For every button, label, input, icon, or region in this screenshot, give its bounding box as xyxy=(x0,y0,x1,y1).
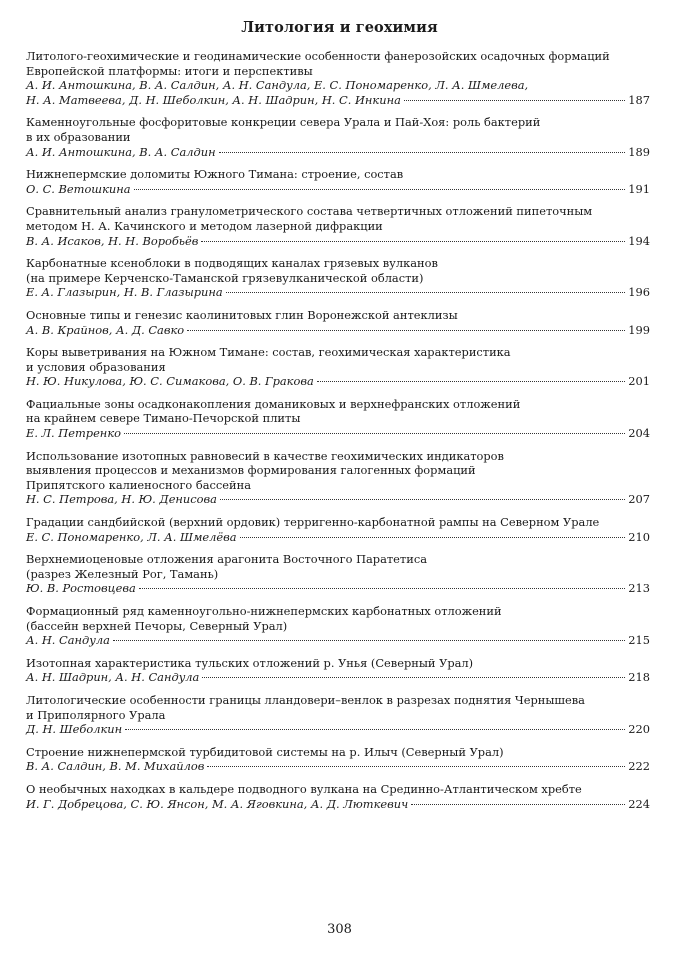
entry-page-number: 222 xyxy=(628,759,650,774)
entry-authors-row xyxy=(26,722,650,737)
toc-entry xyxy=(26,49,650,107)
entry-authors: А. Н. Шадрин, А. Н. Сандула xyxy=(26,670,200,685)
page-number: 308 xyxy=(327,922,352,937)
toc-entry xyxy=(26,345,650,389)
entry-authors-row xyxy=(26,93,650,108)
entry-authors: А. В. Крайнов, А. Д. Савко xyxy=(26,322,185,337)
entry-title-line: Европейской платформы: итоги и перспективы xyxy=(26,63,313,78)
entry-authors: Д. Н. Шеболкин xyxy=(26,722,123,737)
entry-authors-row xyxy=(26,426,650,441)
toc-entry xyxy=(26,656,650,685)
dot-leader xyxy=(125,729,625,730)
dot-leader xyxy=(187,330,625,331)
entry-title-line: (разрез Железный Рог, Тамань) xyxy=(26,566,219,581)
entry-page-number: 218 xyxy=(628,670,650,685)
entry-page-number: 194 xyxy=(628,233,650,248)
entry-title-line: и условия образования xyxy=(26,359,166,374)
entry-authors: Е. С. Пономаренко, Л. А. Шмелёва xyxy=(26,529,237,544)
entry-authors-row xyxy=(26,633,650,648)
entry-authors: В. А. Салдин, В. М. Михайлов xyxy=(26,759,205,774)
entry-authors-row xyxy=(26,670,650,685)
toc-entry xyxy=(26,308,650,337)
toc-entry xyxy=(26,782,650,811)
entry-page-number: 187 xyxy=(628,92,650,107)
entry-authors-row xyxy=(26,234,650,249)
entry-page-number: 220 xyxy=(628,722,650,737)
entry-authors-row xyxy=(26,797,650,812)
entry-page-number: 215 xyxy=(628,633,650,648)
entry-authors: И. Г. Добрецова, С. Ю. Янсон, М. А. Яговкина, А. Д. Люткевич xyxy=(26,796,409,811)
entry-authors: Н. А. Матвеева, Д. Н. Шеболкин, А. Н. Шадрин, Н. С. Инкина xyxy=(26,92,401,107)
entry-authors-line: А. И. Антошкина, В. А. Салдин, А. Н. Сандула, Е. С. Пономаренко, Л. А. Шмелева, xyxy=(26,78,529,93)
entry-title-line: Основные типы и генезис каолинитовых глин Воронежской антеклизы xyxy=(26,307,458,322)
entry-title-line: О необычных находках в кальдере подводного вулкана на Срединно-Атлантическом хребте xyxy=(26,781,582,796)
entry-title-line: Верхнемиоценовые отложения арагонита Восточного Паратетиса xyxy=(26,552,427,567)
entry-authors-row xyxy=(26,374,650,389)
entry-authors-row xyxy=(26,759,650,774)
entry-title-line: Строение нижнепермской турбидитовой системы на р. Илыч (Северный Урал) xyxy=(26,744,504,759)
entry-title-line: (на примере Керченско-Таманской грязевулканической области) xyxy=(26,270,424,285)
entry-title-line: методом Н. А. Качинского и методом лазерной дифракции xyxy=(26,218,383,233)
entry-authors: Ю. В. Ростовцева xyxy=(26,581,136,596)
entry-page-number: 213 xyxy=(628,581,650,596)
entry-authors: А. Н. Сандула xyxy=(26,633,110,648)
entry-title-line: Карбонатные ксеноблоки в подводящих каналах грязевых вулканов xyxy=(26,256,438,271)
entry-authors-row xyxy=(26,492,650,507)
toc-entry xyxy=(26,256,650,300)
entry-authors: Е. А. Глазырин, Н. В. Глазырина xyxy=(26,285,223,300)
entry-authors: Н. С. Петрова, Н. Ю. Денисова xyxy=(26,492,217,507)
entry-page-number: 210 xyxy=(628,529,650,544)
dot-leader xyxy=(220,499,625,500)
entry-page-number: 204 xyxy=(628,426,650,441)
toc-entry xyxy=(26,745,650,774)
dot-leader xyxy=(124,433,625,434)
dot-leader xyxy=(411,804,625,805)
entry-authors-row xyxy=(26,145,650,160)
entry-title-line: Нижнепермские доломиты Южного Тимана: строение, состав xyxy=(26,167,404,182)
entry-page-number: 207 xyxy=(628,492,650,507)
entry-title-line: выявления процессов и механизмов формирования галогенных формаций xyxy=(26,463,476,478)
toc-entry xyxy=(26,449,650,507)
entry-title-line: в их образовании xyxy=(26,129,131,144)
toc-entry xyxy=(26,604,650,648)
entry-authors: А. И. Антошкина, В. А. Салдин xyxy=(26,144,216,159)
dot-leader xyxy=(226,292,626,293)
entry-title-line: Литологические особенности границы лландовери–венлок в разрезах поднятия Чернышева xyxy=(26,692,585,707)
section-title: Литология и геохимия xyxy=(241,19,438,36)
toc-entry xyxy=(26,515,650,544)
entry-authors: Н. Ю. Никулова, Ю. С. Симакова, О. В. Гракова xyxy=(26,374,314,389)
entry-page-number: 196 xyxy=(628,285,650,300)
toc-entry xyxy=(26,115,650,159)
toc-entry xyxy=(26,552,650,596)
dot-leader xyxy=(201,241,625,242)
entry-title-line: Использование изотопных равновесий в качестве геохимических индикаторов xyxy=(26,448,504,463)
entry-title-line: Литолого-геохимические и геодинамические особенности фанерозойских осадочных формаций xyxy=(26,49,610,63)
entry-authors-row xyxy=(26,581,650,596)
dot-leader xyxy=(240,537,626,538)
table-of-contents xyxy=(26,49,650,819)
dot-leader xyxy=(139,588,626,589)
entry-title-line: (бассейн верхней Печоры, Северный Урал) xyxy=(26,618,288,633)
entry-title-line: Фациальные зоны осадконакопления доманиковых и верхнефранских отложений xyxy=(26,396,521,411)
dot-leader xyxy=(404,100,625,101)
entry-title-line: Изотопная характеристика тульских отложений р. Унья (Северный Урал) xyxy=(26,655,474,670)
entry-title-line: и Приполярного Урала xyxy=(26,707,166,722)
toc-entry xyxy=(26,693,650,737)
entry-title-line: Коры выветривания на Южном Тимане: состав, геохимическая характеристика xyxy=(26,345,511,360)
entry-page-number: 189 xyxy=(628,144,650,159)
dot-leader xyxy=(219,152,626,153)
entry-title-line: Каменноугольные фосфоритовые конкреции севера Урала и Пай-Хоя: роль бактерий xyxy=(26,115,541,130)
entry-authors-row xyxy=(26,530,650,545)
entry-title-line: Припятского калиеносного бассейна xyxy=(26,477,252,492)
entry-page-number: 191 xyxy=(628,181,650,196)
entry-authors: О. С. Ветошкина xyxy=(26,181,131,196)
entry-title-line: Формационный ряд каменноугольно-нижнепермских карбонатных отложений xyxy=(26,604,502,618)
entry-page-number: 201 xyxy=(628,374,650,389)
dot-leader xyxy=(202,677,625,678)
dot-leader xyxy=(207,766,625,767)
entry-authors: В. А. Исаков, Н. Н. Воробьёв xyxy=(26,233,199,248)
entry-authors-row xyxy=(26,323,650,338)
entry-authors-row xyxy=(26,182,650,197)
dot-leader xyxy=(134,189,626,190)
entry-authors-row xyxy=(26,285,650,300)
entry-title-line: на крайнем севере Тимано-Печорской плиты xyxy=(26,411,301,426)
entry-page-number: 199 xyxy=(628,322,650,337)
dot-leader xyxy=(113,640,625,641)
entry-page-number: 224 xyxy=(628,796,650,811)
toc-entry xyxy=(26,167,650,196)
toc-entry xyxy=(26,204,650,248)
entry-title-line: Градации сандбийской (верхний ордовик) терригенно-карбонатной рампы на Северном Урале xyxy=(26,515,600,530)
dot-leader xyxy=(317,381,625,382)
toc-entry xyxy=(26,397,650,441)
entry-authors: Е. Л. Петренко xyxy=(26,426,121,441)
entry-title-line: Сравнительный анализ гранулометрического состава четвертичных отложений пипеточным xyxy=(26,204,593,219)
